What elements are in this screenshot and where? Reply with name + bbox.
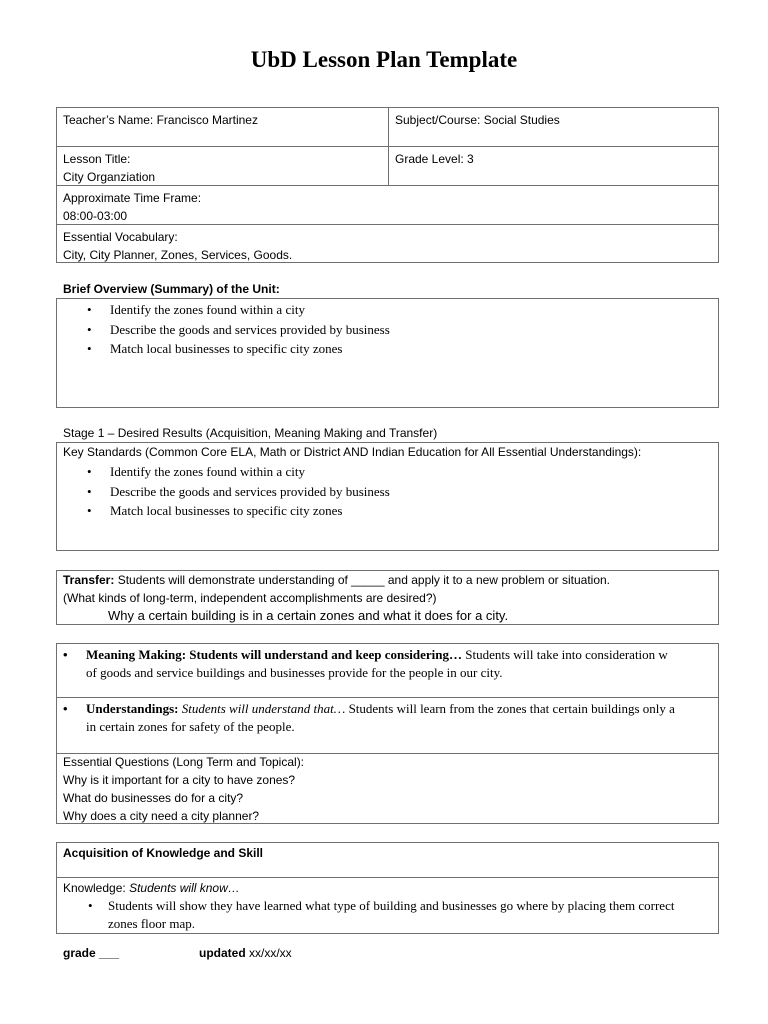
list-item: • Match local businesses to specific city zones — [57, 339, 718, 359]
acquisition-heading: Acquisition of Knowledge and Skill — [63, 846, 264, 860]
teacher-name: Teacher’s Name: Francisco Martinez — [63, 113, 258, 127]
essential-questions — [63, 753, 304, 825]
meaning-label: Meaning Making: — [86, 647, 187, 662]
list-item: Why does a city need a city planner? — [63, 809, 260, 823]
grade-level: Grade Level: 3 — [395, 152, 474, 166]
vocabulary-label: Essential Vocabulary: — [63, 230, 178, 244]
list-item: • Match local businesses to specific city zones — [57, 501, 718, 521]
standards-box — [56, 442, 719, 551]
understandings-text: Students will learn from the zones that certain buildings only a — [348, 701, 675, 716]
understandings-text-2: in certain zones for safety of the people. — [86, 719, 295, 734]
list-item: • Identify the zones found within a city — [57, 462, 718, 482]
meaning-prompt: Students will understand and keep considering… — [189, 647, 462, 662]
lesson-title-label: Lesson Title: — [63, 152, 131, 166]
essential-questions-label: Essential Questions (Long Term and Topical): — [63, 755, 305, 769]
list-item: • Describe the goods and services provided by business — [57, 320, 718, 340]
knowledge-item-text: Students will show they have learned what type of building and businesses go where by placing them correct — [108, 898, 675, 913]
list-item: Why is it important for a city to have zones? — [63, 773, 296, 787]
lesson-title-value: City Organziation — [63, 170, 156, 184]
footer-updated — [199, 944, 292, 962]
bullet: • — [88, 898, 93, 913]
knowledge-prompt: Students will know… — [129, 881, 240, 895]
knowledge-line — [63, 879, 240, 897]
transfer-line-2: (What kinds of long-term, independent accomplishments are desired?) — [63, 591, 437, 605]
knowledge-label: Knowledge: — [63, 881, 126, 895]
bullet: • — [63, 647, 68, 662]
meaning-text-2: of goods and service buildings and businesses provide for the people in our city. — [86, 665, 503, 680]
understandings — [63, 700, 768, 740]
transfer-line-1 — [63, 571, 610, 589]
knowledge-item — [63, 897, 768, 933]
standards-label: Key Standards (Common Core ELA, Math or District AND Indian Education for All Essential Understandings): — [63, 445, 642, 459]
lesson-title-cell — [57, 147, 387, 189]
vocabulary-cell — [57, 225, 718, 267]
understandings-prompt: Students will understand that… — [181, 701, 346, 716]
overview-heading: Brief Overview (Summary) of the Unit: — [63, 282, 280, 296]
stage1-heading: Stage 1 – Desired Results (Acquisition, Meaning Making and Transfer) — [63, 426, 438, 440]
understandings-label: Understandings: — [86, 701, 179, 716]
time-frame-value: 08:00-03:00 — [63, 209, 128, 223]
vocabulary-value: City, City Planner, Zones, Services, Goods. — [63, 248, 293, 262]
list-item: • Identify the zones found within a city — [57, 300, 718, 320]
footer-updated-label: updated — [199, 946, 246, 960]
footer-updated-value: xx/xx/xx — [249, 946, 292, 960]
footer-grade: grade ___ — [63, 946, 120, 960]
page-title: UbD Lesson Plan Template — [250, 47, 518, 72]
time-frame-label: Approximate Time Frame: — [63, 191, 202, 205]
meaning-text: Students will take into consideration w — [465, 647, 668, 662]
list-item: • Describe the goods and services provided by business — [57, 482, 718, 502]
transfer-text: Students will demonstrate understanding of _____ and apply it to a new problem or situation. — [117, 573, 611, 587]
transfer-answer: Why a certain building is in a certain zones and what it does for a city. — [108, 608, 509, 623]
list-item: What do businesses do for a city? — [63, 791, 244, 805]
transfer-label: Transfer: — [63, 573, 115, 587]
overview-box — [56, 298, 719, 408]
bullet: • — [63, 701, 68, 716]
knowledge-item-text-2: zones floor map. — [108, 916, 196, 931]
subject-course: Subject/Course: Social Studies — [395, 113, 560, 127]
meaning-making — [63, 646, 768, 686]
time-frame-cell — [57, 186, 718, 228]
